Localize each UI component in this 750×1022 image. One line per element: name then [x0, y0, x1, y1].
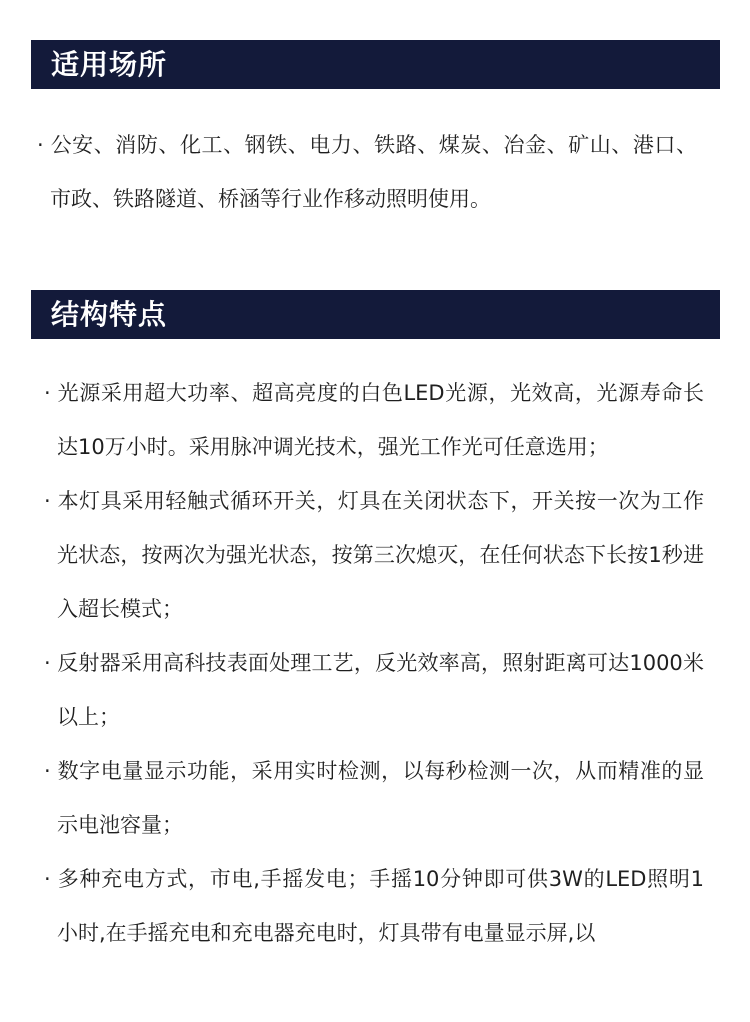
list-item-text: 多种充电方式，市电,手摇发电；手摇10分钟即可供3W的LED照明1小时,在手摇充电和充电器充电时，灯具带有电量显示屏,以	[57, 867, 704, 945]
bullet-dot: ·	[44, 759, 51, 783]
section-title-usage: 适用场所	[51, 48, 168, 81]
list-item-text: 数字电量显示功能，采用实时检测，以每秒检测一次，从而精准的显示电池容量；	[57, 759, 704, 837]
list-item	[37, 118, 697, 226]
bullet-dot: ·	[37, 133, 44, 157]
section-title-features: 结构特点	[51, 298, 168, 331]
list-item	[44, 852, 704, 960]
section-header-features	[31, 290, 720, 339]
usage-list	[37, 118, 697, 226]
bullet-dot: ·	[44, 489, 51, 513]
bullet-dot: ·	[44, 651, 51, 675]
bullet-dot: ·	[44, 867, 51, 891]
list-item	[44, 744, 704, 852]
list-item-text: 光源采用超大功率、超高亮度的白色LED光源，光效高，光源寿命长达10万小时。采用脉冲调光技术，强光工作光可任意选用；	[57, 381, 704, 459]
list-item	[44, 366, 704, 474]
list-item-text: 反射器采用高科技表面处理工艺，反光效率高，照射距离可达1000米以上；	[57, 651, 704, 729]
list-item-text: 公安、消防、化工、钢铁、电力、铁路、煤炭、冶金、矿山、港口、市政、铁路隧道、桥涵等行业作移动照明使用。	[50, 133, 697, 211]
list-item	[44, 636, 704, 744]
list-item	[44, 474, 704, 636]
list-item-text: 本灯具采用轻触式循环开关，灯具在关闭状态下，开关按一次为工作光状态，按两次为强光状态，按第三次熄灭，在任何状态下长按1秒进入超长模式；	[57, 489, 704, 621]
section-header-usage	[31, 40, 720, 89]
features-list	[44, 366, 704, 960]
bullet-dot: ·	[44, 381, 51, 405]
